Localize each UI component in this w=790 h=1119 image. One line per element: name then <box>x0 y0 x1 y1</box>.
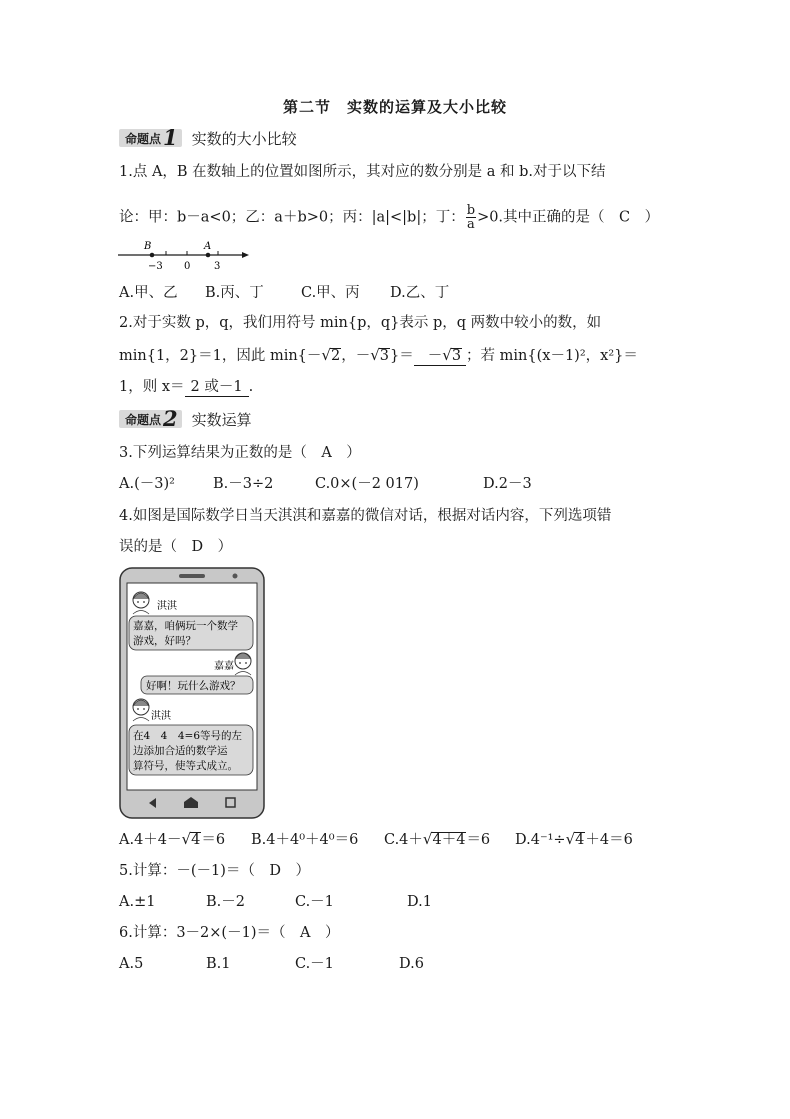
chat-name-2: 嘉嘉 <box>214 661 234 672</box>
section-header-1 <box>119 127 297 149</box>
phone-illustration <box>119 567 265 819</box>
q4-options <box>119 829 633 850</box>
q4-option-a <box>119 829 251 850</box>
q3-options <box>119 474 532 494</box>
phone-camera <box>233 574 238 579</box>
q4-line-2: 误的是（ D ） <box>119 539 233 555</box>
option-text: D.4⁻¹÷ <box>515 832 566 848</box>
q5-stem: 5.计算：－(－1)＝（ D ） <box>119 863 310 879</box>
option-text: ＝6 <box>466 832 491 848</box>
q5-option-d: D.1 <box>407 894 432 910</box>
chat-msg-3-line-3: 算符号，使等式成立。 <box>133 760 238 772</box>
q5-option-c: C.－1 <box>295 894 334 910</box>
tick-label-0: 0 <box>184 261 191 272</box>
q1-line-2a: 论：甲：b－a<0；乙：a＋b>0；丙：|a|<|b|；丁： <box>119 209 465 226</box>
q5-options <box>119 892 432 912</box>
q1-line-2b: >0.其中正确的是（ C ） <box>477 209 660 226</box>
chat-msg-2: 好啊！玩什么游戏？ <box>146 680 241 692</box>
point-b-dot <box>150 253 155 258</box>
point-a-label: A <box>204 241 212 252</box>
sqrt-icon: √ <box>181 830 192 848</box>
radicand: 3 <box>451 348 462 364</box>
q4-line-1: 4.如图是国际数学日当天淇淇和嘉嘉的微信对话，根据对话内容，下列选项错 <box>119 508 612 524</box>
q2-line-3b: . <box>248 379 254 395</box>
q1-option-d: D.乙、丁 <box>390 285 450 301</box>
section-title: 实数运算 <box>191 410 252 429</box>
q2-answer-blank-1 <box>414 346 466 366</box>
q2-line-3 <box>119 377 253 397</box>
option-text: A.4＋4－ <box>119 832 182 848</box>
option-text: ＝6 <box>201 832 226 848</box>
q2-line-2d: ；若 min{(x－1)²，x²}＝ <box>466 348 638 364</box>
option-text: C.4＋ <box>384 832 423 848</box>
chat-msg-3-line-1: 在4 4 4=6等号的左 <box>133 730 243 742</box>
section-badge-2 <box>119 406 182 431</box>
q6-option-d: D.6 <box>399 956 424 972</box>
q6-option-b: B.1 <box>206 956 231 972</box>
answer-minus: － <box>427 348 443 364</box>
fraction-denominator: a <box>467 217 475 232</box>
q1-options <box>119 283 449 303</box>
option-text: ＋4＝6 <box>585 832 633 848</box>
chat-name-1: 淇淇 <box>157 601 177 612</box>
section-badge-number: 2 <box>163 406 178 431</box>
q3-option-a: A.(－3)² <box>119 476 175 492</box>
q2-line-2c: }＝ <box>390 348 414 364</box>
chat-msg-1-line-2: 游戏，好吗？ <box>133 635 196 647</box>
q2-answer-blank-2: 2 或－1 <box>185 378 249 397</box>
section-badge-1 <box>119 125 182 150</box>
q1-fraction <box>466 204 476 231</box>
section-header-2 <box>119 408 252 430</box>
section-badge-number: 1 <box>163 125 178 150</box>
chat-name-3: 淇淇 <box>151 711 171 722</box>
q4-option-b: B.4＋4⁰＋4⁰＝6 <box>251 832 359 848</box>
tick-label-neg3: −3 <box>148 261 163 272</box>
q2-line-2b: ，－ <box>341 348 371 364</box>
sqrt-icon: √ <box>370 346 380 364</box>
phone-speaker <box>179 574 205 578</box>
q1-line-1: 1.点 A，B 在数轴上的位置如图所示，其对应的数分别是 a 和 b.对于以下结 <box>119 164 606 180</box>
q3-option-c: C.0×(－2 017) <box>315 476 419 492</box>
radicand: 4 <box>575 832 585 848</box>
page-title: 第二节 实数的运算及大小比较 <box>282 98 507 116</box>
q6-options <box>119 954 424 974</box>
section-title: 实数的大小比较 <box>191 129 297 148</box>
axis-arrow-icon <box>242 252 249 258</box>
q3-option-d: D.2－3 <box>483 476 532 492</box>
tick-label-3: 3 <box>214 261 221 272</box>
q5-option-b: B.－2 <box>206 894 245 910</box>
q5-option-a: A.±1 <box>119 894 156 910</box>
point-a-dot <box>206 253 211 258</box>
q2-line-1: 2.对于实数 p，q，我们用符号 min{p，q}表示 p，q 两数中较小的数，如 <box>119 315 602 331</box>
q6-option-a: A.5 <box>119 956 144 972</box>
q2-line-2a: min{1，2}＝1，因此 min{－ <box>119 348 322 364</box>
section-badge-label: 命题点 <box>125 412 162 427</box>
q4-option-c <box>384 829 515 850</box>
sqrt-icon: √ <box>422 830 433 848</box>
radicand: 3 <box>379 348 390 364</box>
section-badge-label: 命题点 <box>125 131 162 146</box>
chat-msg-1-line-1: 嘉嘉，咱俩玩一个数学 <box>133 620 238 632</box>
q1-line-2 <box>119 204 659 231</box>
q2-line-2 <box>119 345 638 366</box>
q6-stem: 6.计算：3－2×(－1)＝（ A ） <box>119 925 340 941</box>
sqrt-icon: √ <box>442 346 452 364</box>
q2-line-3a: 1，则 x＝ <box>119 379 185 395</box>
q1-option-a: A.甲、乙 <box>119 285 178 301</box>
q3-stem: 3.下列运算结果为正数的是（ A ） <box>119 445 361 461</box>
number-line-diagram <box>116 238 252 274</box>
q1-option-c: C.甲、丙 <box>301 285 360 301</box>
sqrt-icon: √ <box>321 346 331 364</box>
q6-option-c: C.－1 <box>295 956 334 972</box>
q1-option-b: B.丙、丁 <box>205 285 264 301</box>
point-b-label: B <box>144 241 152 252</box>
radicand: 4＋4 <box>432 832 466 848</box>
chat-msg-3-line-2: 边添加合适的数学运 <box>133 745 228 757</box>
q3-option-b: B.－3÷2 <box>213 476 274 492</box>
q4-option-d <box>515 829 633 850</box>
radicand: 2 <box>330 348 341 364</box>
sqrt-icon: √ <box>565 830 576 848</box>
fraction-numerator: b <box>466 203 476 218</box>
radicand: 4 <box>191 832 201 848</box>
